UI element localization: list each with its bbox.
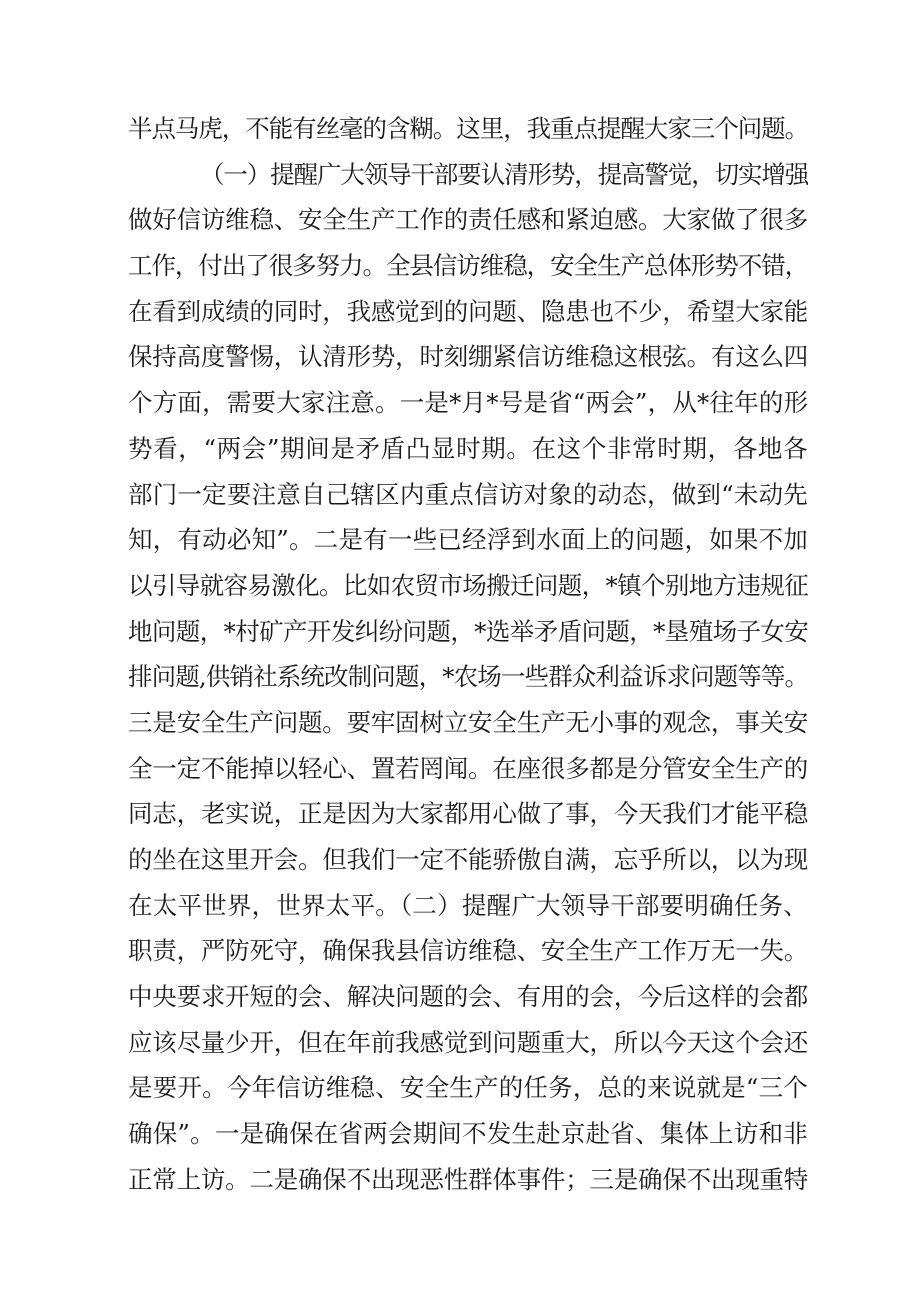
text-line: 同志，老实说，正是因为大家都用心做了事，今天我们才能平稳 bbox=[128, 799, 808, 829]
text-line: 职责，严防死守，确保我县信访维稳、安全生产工作万无一失。 bbox=[128, 936, 808, 966]
text-line: 以引导就容易激化。比如农贸市场搬迁问题，*镇个别地方违规征 bbox=[128, 570, 808, 600]
text-line: （一）提醒广大领导干部要认清形势，提高警觉，切实增强 bbox=[200, 159, 808, 189]
text-line: 个方面，需要大家注意。一是*月*号是省“两会”，从*往年的形 bbox=[128, 388, 809, 418]
text-line: 在看到成绩的同时，我感觉到的问题、隐患也不少，希望大家能 bbox=[128, 296, 808, 326]
text-line: 地问题，*村矿产开发纠纷问题，*选举矛盾问题，*垦殖场子女安 bbox=[128, 616, 808, 646]
document-body bbox=[128, 106, 808, 1203]
text-line: 半点马虎，不能有丝毫的含糊。这里，我重点提醒大家三个问题。 bbox=[128, 114, 809, 143]
text-line: 知，有动必知”。二是有一些已经浮到水面上的问题，如果不加 bbox=[128, 525, 808, 555]
text-line: 确保”。一是确保在省两会期间不发生赴京赴省、集体上访和非 bbox=[128, 1119, 808, 1149]
text-line: 在太平世界，世界太平。（二）提醒广大领导干部要明确任务、 bbox=[128, 890, 808, 920]
text-line: 中央要求开短的会、解决问题的会、有用的会，今后这样的会都 bbox=[128, 982, 808, 1012]
text-line: 的坐在这里开会。但我们一定不能骄傲自满，忘乎所以，以为现 bbox=[128, 845, 808, 874]
text-line: 是要开。今年信访维稳、安全生产的任务，总的来说就是“三个 bbox=[128, 1073, 808, 1103]
text-line: 排问题,供销社系统改制问题，*农场一些群众利益诉求问题等等。 bbox=[128, 662, 808, 692]
text-line: 应该尽量少开，但在年前我感觉到问题重大，所以今天这个会还 bbox=[128, 1027, 808, 1057]
text-line: 全一定不能掉以轻心、置若罔闻。在座很多都是分管安全生产的 bbox=[128, 753, 808, 783]
text-line: 保持高度警惕，认清形势，时刻绷紧信访维稳这根弦。有这么四 bbox=[128, 342, 808, 372]
text-line: 部门一定要注意自己辖区内重点信访对象的动态，做到“未动先 bbox=[128, 479, 808, 509]
text-line: 正常上访。二是确保不出现恶性群体事件；三是确保不出现重特 bbox=[128, 1164, 808, 1194]
text-line: 做好信访维稳、安全生产工作的责任感和紧迫感。大家做了很多 bbox=[128, 205, 808, 235]
text-line: 势看，“两会”期间是矛盾凸显时期。在这个非常时期，各地各 bbox=[128, 433, 808, 463]
text-line: 工作，付出了很多努力。全县信访维稳，安全生产总体形势不错， bbox=[128, 251, 809, 281]
text-line: 三是安全生产问题。要牢固树立安全生产无小事的观念，事关安 bbox=[128, 707, 808, 737]
